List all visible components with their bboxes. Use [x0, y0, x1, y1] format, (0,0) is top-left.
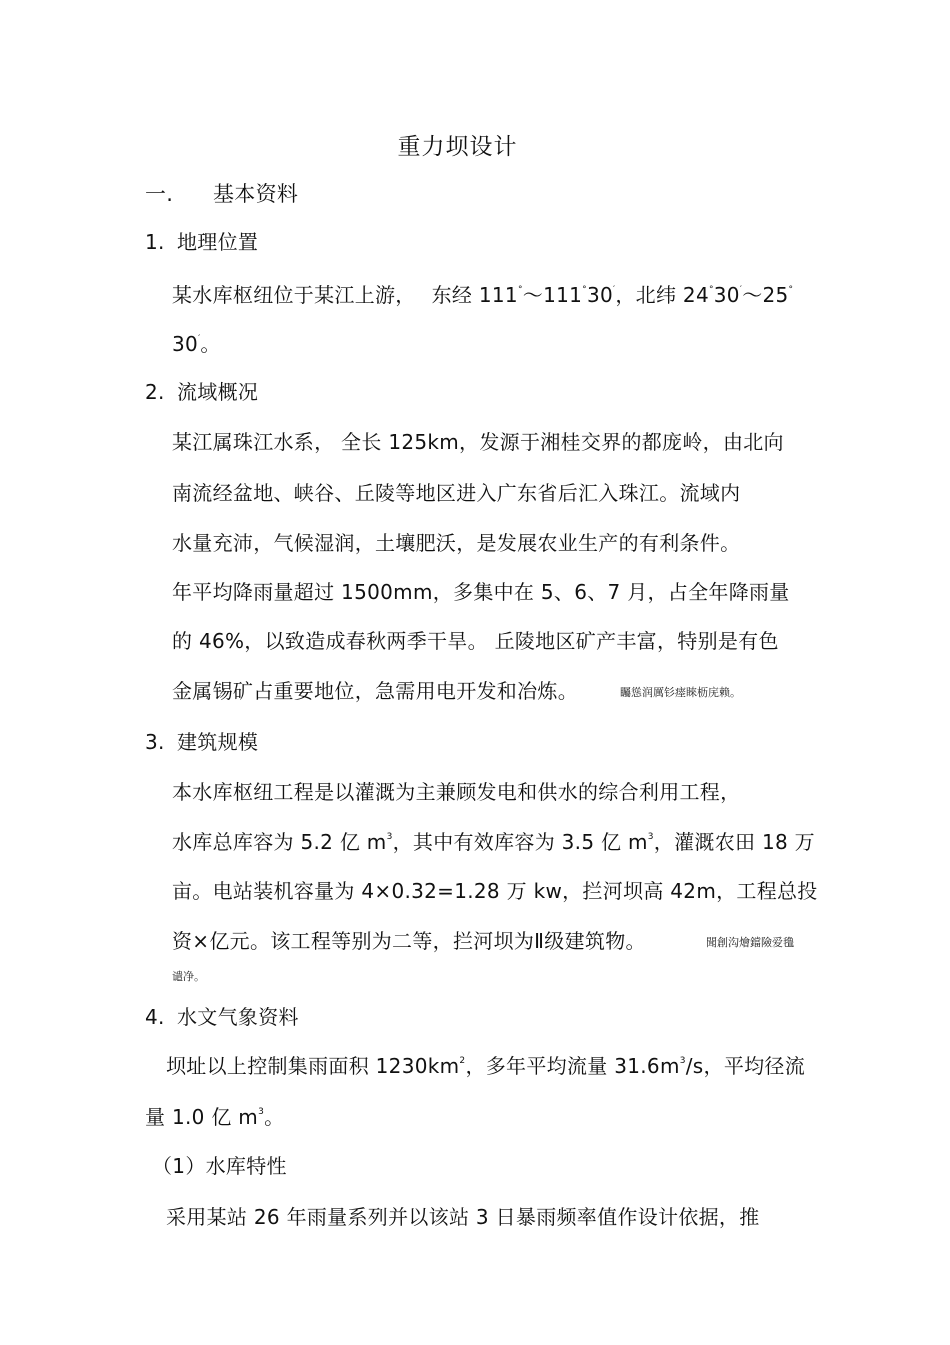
degree-mark: ° [582, 285, 587, 295]
paragraph-line: 采用某站 26 年雨量系列并以该站 3 日暴雨频率值作设计依据，推 [166, 1205, 760, 1229]
section-heading-basic-data [145, 182, 298, 206]
heading-label: 流域概况 [177, 380, 259, 404]
text-run: 30 [586, 283, 614, 307]
heading-geographic-location [145, 230, 258, 254]
superscript: 3 [386, 832, 393, 842]
paragraph-line [172, 679, 578, 703]
section-number: 一. [145, 182, 174, 206]
text-run: 东经 111 [431, 283, 518, 307]
paragraph-line: 南流经盆地、峡谷、丘陵等地区进入广东省后汇入珠江。流域内 [172, 481, 741, 505]
text-run: ，北纬 24 [615, 283, 709, 307]
heading-number: 4. [145, 1005, 165, 1029]
text-run: 30 [172, 332, 199, 356]
heading-label: 水文气象资料 [177, 1005, 299, 1029]
text-run: 。 [264, 1105, 285, 1129]
superscript: 3 [679, 1056, 686, 1066]
paragraph-line [166, 1054, 805, 1078]
paragraph-line: 亩。电站装机容量为 4×0.32=1.28 万 kw，拦河坝高 42m，工程总投 [172, 879, 818, 903]
heading-number: 2. [145, 380, 165, 404]
watermark-note: 矚慫润厲钐瘗睞枥庑赖。 [620, 686, 741, 699]
watermark-note: 谴净。 [172, 970, 205, 983]
paragraph-line [172, 283, 793, 307]
text-run: 水库总库容为 5.2 亿 m [172, 830, 387, 854]
text-run: 量 1.0 亿 m [145, 1105, 259, 1129]
text-run: 。 [200, 332, 221, 356]
text-run: 某水库枢纽位于某江上游， [172, 283, 416, 307]
paragraph-line: 某江属珠江水系， 全长 125km，发源于湘桂交界的都庞岭，由北向 [172, 430, 784, 454]
superscript: 3 [258, 1107, 265, 1117]
minute-mark: ′ [198, 334, 201, 344]
heading-construction-scale [145, 730, 258, 754]
superscript: 2 [459, 1056, 466, 1066]
text-run: 30 [713, 283, 740, 307]
paragraph-line: 本水库枢纽工程是以灌溉为主兼顾发电和供水的综合利用工程， [172, 780, 741, 804]
text-run: /s，平均径流 [685, 1054, 806, 1078]
subheading-reservoir-characteristics: （1）水库特性 [152, 1154, 287, 1178]
degree-mark: ° [788, 285, 794, 295]
paragraph-line [172, 332, 221, 356]
degree-mark: ° [708, 285, 714, 295]
document-title: 重力坝设计 [397, 134, 518, 160]
text-run: ～111 [522, 283, 583, 307]
text-run: ，其中有效库容为 3.5 亿 m [392, 830, 648, 854]
paragraph-line: 资×亿元。该工程等别为二等，拦河坝为Ⅱ级建筑物。 [172, 929, 646, 953]
heading-label: 地理位置 [177, 230, 259, 254]
paragraph-line [172, 830, 815, 854]
minute-mark: ′ [739, 285, 743, 295]
paragraph-line: 年平均降雨量超过 1500mm，多集中在 5、6、7 月，占全年降雨量 [172, 580, 790, 604]
paragraph-line [145, 1105, 284, 1129]
text-run: 坝址以上控制集雨面积 1230km [166, 1054, 460, 1078]
heading-number: 1. [145, 230, 165, 254]
text-run: ～25 [742, 283, 789, 307]
text-run: ，多年平均流量 31.6m [465, 1054, 680, 1078]
text-run: ，灌溉农田 18 万 [653, 830, 815, 854]
paragraph-line: 水量充沛，气候湿润，土壤肥沃，是发展农业生产的有利条件。 [172, 531, 741, 555]
superscript: 3 [647, 832, 654, 842]
text-run: 金属锡矿占重要地位，急需用电开发和冶炼。 [172, 679, 578, 703]
heading-hydrology-meteorology [145, 1005, 299, 1029]
heading-label: 建筑规模 [177, 730, 259, 754]
minute-mark: ′ [613, 285, 616, 295]
paragraph-line: 的 46%，以致造成春秋两季干旱。 丘陵地区矿产丰富，特别是有色 [172, 629, 779, 653]
section-label: 基本资料 [213, 182, 299, 206]
heading-basin-overview [145, 380, 258, 404]
heading-number: 3. [145, 730, 165, 754]
watermark-note: 聞創沟燴鐺險爱氇 [706, 936, 794, 949]
degree-mark: ° [517, 285, 523, 295]
